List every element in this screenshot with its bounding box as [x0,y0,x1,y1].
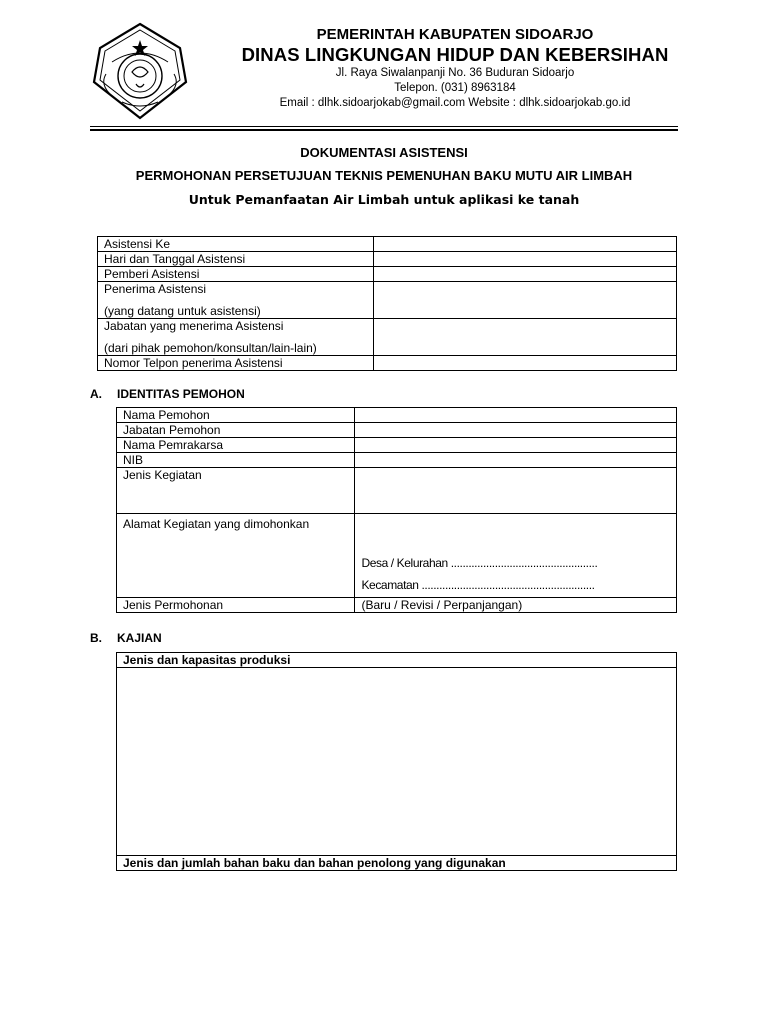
office-phone: Telepon. (031) 8963184 [394,82,516,94]
value-field[interactable] [355,408,677,423]
table-row [117,514,677,598]
row-label: Hari dan Tanggal Asistensi [98,252,374,267]
table-row [117,653,677,668]
table-row [98,252,677,267]
row-label: NIB [117,453,355,468]
review-table [116,652,677,871]
row-label-cell [98,282,374,319]
table-row [117,668,677,856]
row-label: Jenis Kegiatan [117,468,355,514]
row-label: Jenis dan kapasitas produksi [117,653,677,668]
regency-emblem-icon [92,22,188,120]
assistance-table [97,236,677,371]
row-label-cell [98,319,374,356]
value-field[interactable] [355,438,677,453]
row-label: Alamat Kegiatan yang dimohonkan [117,514,355,598]
row-label: Asistensi Ke [98,237,374,252]
table-row [117,438,677,453]
section-number: A. [90,387,102,401]
department-name: DINAS LINGKUNGAN HIDUP DAN KEBERSIHAN [241,44,669,65]
row-label: Penerima Asistensi [104,282,207,296]
value-field[interactable] [355,423,677,438]
value-field[interactable] [373,267,676,282]
table-row [117,423,677,438]
row-label: Jabatan Pemohon [117,423,355,438]
applicant-identity-table [116,407,677,613]
letterhead-divider [90,126,678,127]
value-field[interactable] [373,356,676,371]
document-titles [80,145,688,208]
letterhead [205,26,705,111]
section-title: KAJIAN [117,631,162,645]
value-field[interactable] [373,252,676,267]
table-row [117,468,677,514]
government-name: PEMERINTAH KABUPATEN SIDOARJO [316,26,594,43]
row-label: Nomor Telpon penerima Asistensi [98,356,374,371]
office-address: Jl. Raya Siwalanpanji No. 36 Buduran Sidoarjo [335,67,575,79]
table-row [117,598,677,613]
village-field[interactable]: Desa / Kelurahan .................................................. [361,556,598,570]
table-row [98,282,677,319]
value-field[interactable] [355,468,677,514]
table-row [98,356,677,371]
row-label: Nama Pemohon [117,408,355,423]
table-row [117,408,677,423]
section-title: IDENTITAS PEMOHON [117,387,245,401]
document-title: DOKUMENTASI ASISTENSI [300,145,468,160]
letterhead-divider-thick [90,129,678,131]
table-row [98,237,677,252]
district-field[interactable]: Kecamatan ........................................................... [361,578,595,592]
table-row [117,453,677,468]
application-type-field[interactable]: (Baru / Revisi / Perpanjangan) [355,598,677,613]
row-label: Pemberi Asistensi [98,267,374,282]
office-contact: Email : dlhk.sidoarjokab@gmail.com Website : dlhk.sidoarjokab.go.id [279,97,631,109]
section-b-heading [90,631,162,645]
row-label: Jenis dan jumlah bahan baku dan bahan penolong yang digunakan [117,856,677,871]
value-field[interactable] [355,453,677,468]
row-sublabel: (dari pihak pemohon/konsultan/lain-lain) [104,341,317,355]
table-row [98,319,677,356]
row-label: Jenis Permohonan [117,598,355,613]
row-label: Jabatan yang menerima Asistensi [104,319,284,333]
production-capacity-field[interactable] [117,668,677,856]
address-field[interactable] [355,514,677,598]
document-subtitle: PERMOHONAN PERSETUJUAN TEKNIS PEMENUHAN BAKU MUTU AIR LIMBAH [135,168,633,183]
row-label: Nama Pemrakarsa [117,438,355,453]
value-field[interactable] [373,319,676,356]
section-number: B. [90,631,102,645]
table-row [117,856,677,871]
row-sublabel: (yang datang untuk asistensi) [104,304,261,318]
value-field[interactable] [373,282,676,319]
table-row [98,267,677,282]
document-purpose: Untuk Pemanfaatan Air Limbah untuk aplikasi ke tanah [188,192,580,207]
section-a-heading [90,387,245,401]
value-field[interactable] [373,237,676,252]
